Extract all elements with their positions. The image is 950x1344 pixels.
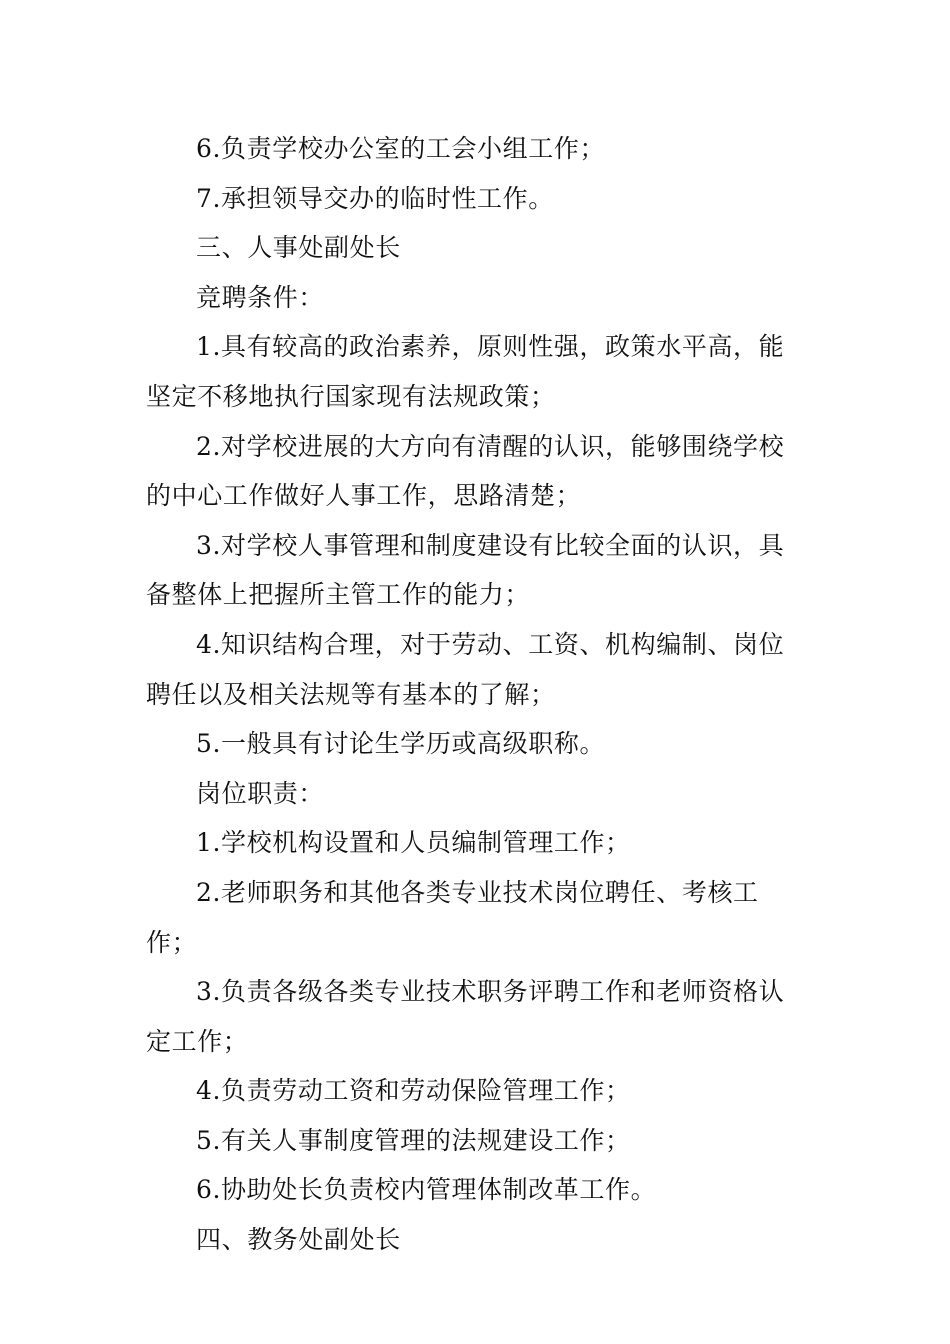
list-item: 7.承担领导交办的临时性工作。 bbox=[196, 183, 554, 213]
section-heading: 三、人事处副处长 bbox=[196, 233, 401, 263]
list-item: 3.对学校人事管理和制度建设有比较全面的认识，具备整体上把握所主管工作的能力； bbox=[146, 530, 785, 610]
document-body bbox=[146, 124, 808, 1265]
list-item: 4.负责劳动工资和劳动保险管理工作； bbox=[196, 1076, 631, 1106]
list-item: 2.对学校进展的大方向有清醒的认识，能够围绕学校的中心工作做好人事工作，思路清楚； bbox=[146, 431, 785, 511]
subsection-heading: 竞聘条件： bbox=[196, 282, 325, 312]
subsection-heading: 岗位职责： bbox=[196, 778, 325, 808]
list-item: 5.一般具有讨论生学历或高级职称。 bbox=[196, 729, 606, 759]
list-item: 6.协助处长负责校内管理体制改革工作。 bbox=[196, 1175, 657, 1205]
list-item: 4.知识结构合理，对于劳动、工资、机构编制、岗位聘任以及相关法规等有基本的了解； bbox=[146, 629, 785, 709]
section-heading: 四、教务处副处长 bbox=[196, 1225, 401, 1255]
list-item: 2.老师职务和其他各类专业技术岗位聘任、考核工作； bbox=[146, 877, 759, 957]
list-item: 3.负责各级各类专业技术职务评聘工作和老师资格认定工作； bbox=[146, 977, 785, 1056]
list-item: 6.负责学校办公室的工会小组工作； bbox=[196, 134, 606, 163]
list-item: 1.学校机构设置和人员编制管理工作； bbox=[196, 828, 631, 858]
list-item: 1.具有较高的政治素养，原则性强，政策水平高，能坚定不移地执行国家现有法规政策； bbox=[146, 332, 785, 411]
list-item: 5.有关人事制度管理的法规建设工作； bbox=[196, 1125, 631, 1155]
